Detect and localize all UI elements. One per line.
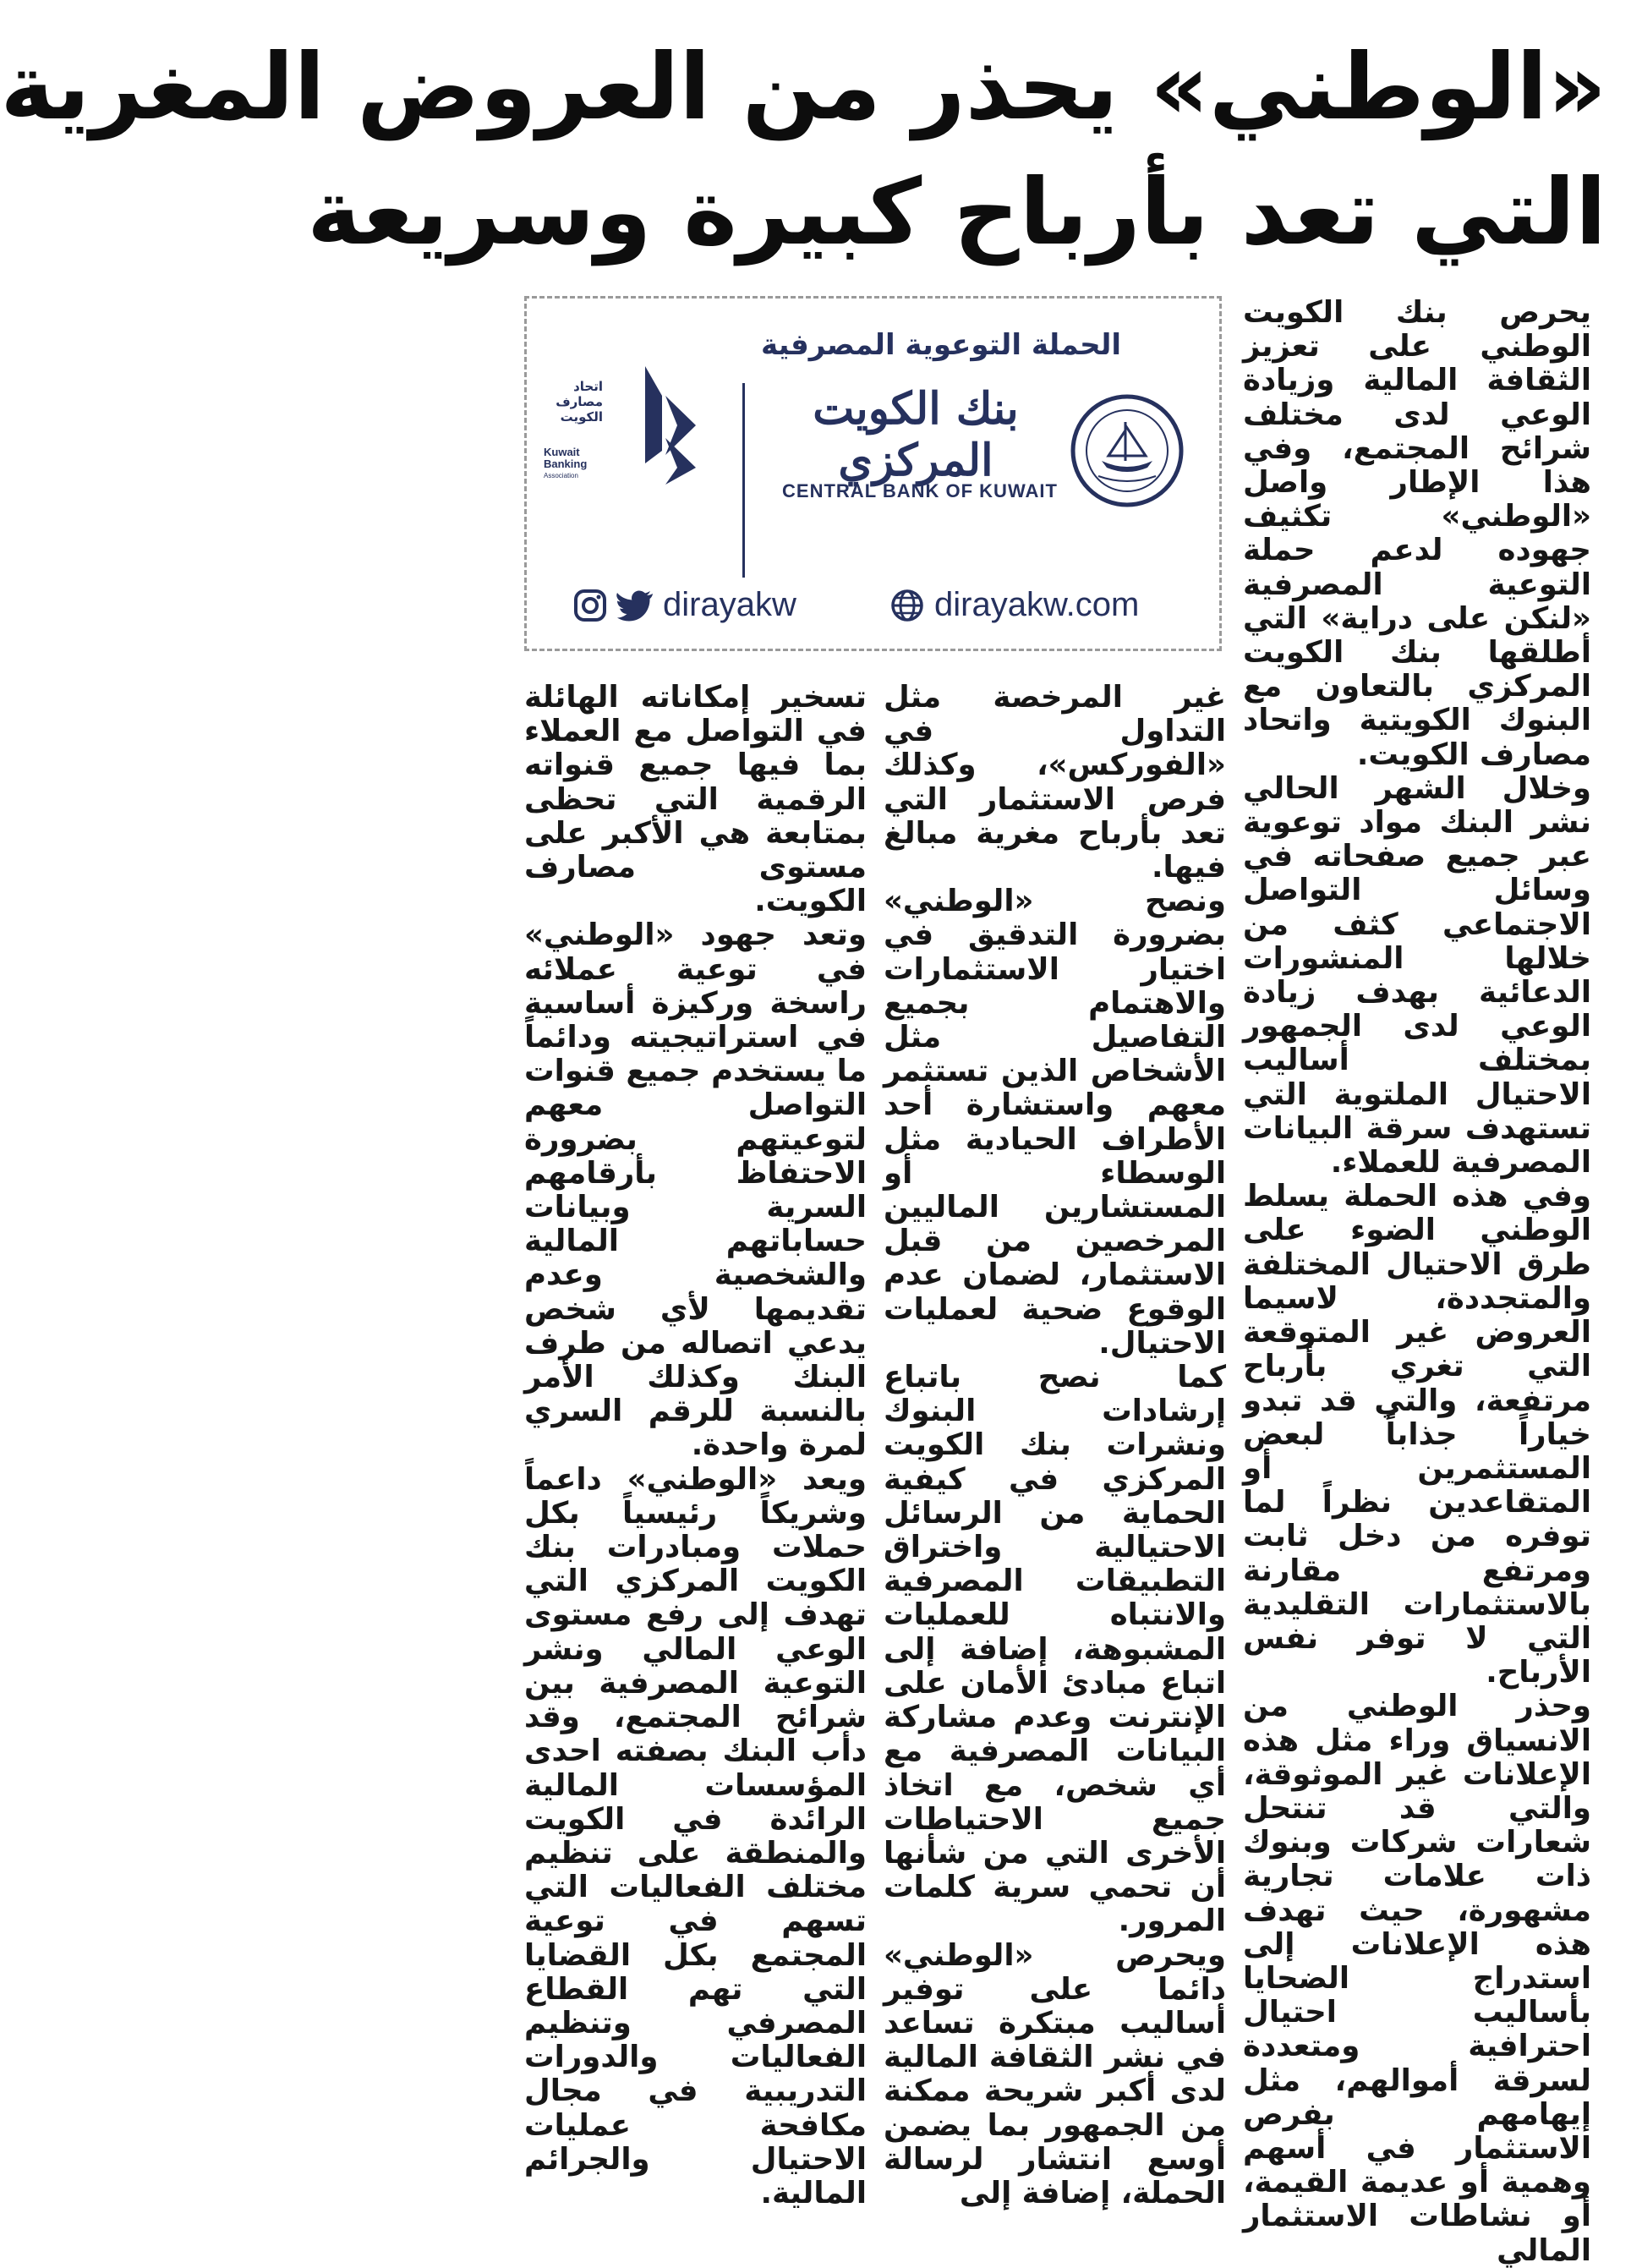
article-paragraph: وخلال الشهر الحالي نشر البنك مواد توعوية عبر جميع صفحاته في وسائل التواصل الاجتماعي كثف من خلالها المنشورات الدعائية بهدف زيادة الوعي لدى الجمهور بمختلف أساليب الاحتيال الملتوية التي تستهدف سرقة البيانات المصرفية للعملاء. [1243, 770, 1591, 1181]
article-paragraph: وتعد جهود «الوطني» في توعية عملائه راسخة وركيزة أساسية في استراتيجيته ودائماً ما يستخدم جميع قنوات التواصل معهم لتوعيتهم بضرورة الاحتفاظ بأرقامهم السرية وبيانات حساباتهم المالية والشخصية وعدم تقديمها لأي شخص يدعي اتصاله من طرف البنك وكذلك الأمر بالنسبة للرقم السري لمرة واحدة. [524, 918, 867, 1463]
globe-icon [890, 589, 924, 622]
cbk-emblem-icon [1068, 392, 1186, 510]
article-column-2 [884, 680, 1226, 2210]
article-paragraph: وفي هذه الحملة يسلط الوطني الضوء على طرق الاحتيال المختلفة والمتجددة، لاسيما العروض غير المتوقعة التي تغري بأرباح مرتفعة، والتي قد تبدو خياراً جذاباً لبعض المستثمرين أو المتقاعدين نظراً لما توفره من دخل ثابت ومرتفع مقارنة بالاستثمارات التقليدية التي لا توفر نفس الأرباح. [1243, 1179, 1591, 1690]
headline [0, 25, 1606, 276]
kba-name-arabic: اتحاد مصارف الكويت [556, 379, 603, 425]
cbk-name-english: CENTRAL BANK OF KUWAIT [782, 480, 1058, 501]
instagram-icon [573, 589, 607, 622]
twitter-icon [617, 589, 654, 622]
article-paragraph: غير المرخصة مثل التداول في «الفوركس»، وكذلك فرص الاستثمار التي تعد بأرباح مغرية مبالغ فيها. [884, 680, 1226, 885]
article-paragraph: يحرص بنك الكويت الوطني على تعزيز الثقافة المالية وزيادة الوعي لدى مختلف شرائح المجتمع، وفي هذا الإطار واصل «الوطني» تكثيف جهوده لدعم حملة التوعية المصرفية «لنكن على دراية» التي أطلقها بنك الكويت المركزي بالتعاون مع البنوك الكويتية واتحاد مصارف الكويت. [1243, 295, 1591, 772]
social-handle [573, 586, 796, 624]
website-text: dirayakw.com [934, 586, 1140, 623]
article-paragraph: كما نصح باتباع إرشادات البنوك ونشرات بنك الكويت المركزي في كيفية الحماية من الرسائل الاحتيالية واختراق التطبيقات المصرفية والانتباه للعمليات المشبوهة، إضافة إلى اتباع مبادئ الأمان على الإنترنت وعدم مشاركة البيانات المصرفية مع أي شخص، مع اتخاذ جميع الاحتياطات الأخرى التي من شأنها أن تحمي سرية كلمات المرور. [884, 1360, 1226, 1939]
social-handle-text: dirayakw [663, 586, 796, 623]
kba-name-english: Kuwait Banking Association [544, 446, 588, 479]
article-paragraph: ونصح «الوطني» بضرورة التدقيق في اختيار الاستثمارات والاهتمام بجميع التفاصيل مثل الأشخاص الذين تستثمر معهم واستشارة أحد الأطراف الحيادية مثل الوسطاء أو المستشارين الماليين المرخصين من قبل الاستثمار، لضمان عدم الوقوع ضحية لعمليات الاحتيال. [884, 884, 1226, 1361]
campaign-ad [524, 296, 1222, 651]
headline-line-1: «الوطني» يحذر من العروض المغرية [0, 35, 1606, 140]
article-paragraph: تسخير إمكاناته الهائلة في التواصل مع العملاء بما فيها جميع قنواته الرقمية التي تحظى بمتابعة هي الأكبر على مستوى مصارف الكويت. [524, 680, 867, 919]
article-column-3 [524, 680, 867, 2210]
article-paragraph: وحذر الوطني من الانسياق وراء مثل هذه الإعلانات غير الموثوقة، والتي قد تنتحل شعارات شركات وبنوك ذات علامات تجارية مشهورة، حيث تهدف هذه الإعلانات إلى استدراج الضحايا بأساليب احتيال احترافية ومتعددة لسرقة أموالهم، مثل إيهامهم بفرص الاستثمار في أسهم وهمية أو عديمة القيمة، أو نشاطات الاستثمار المالي [1243, 1689, 1591, 2268]
article-paragraph: ويحرص «الوطني» دائما على توفير أساليب مبتكرة تساعد في نشر الثقافة المالية لدى أكبر شريحة ممكنة من الجمهور بما يضمن أوسع انتشار لرسالة الحملة، إضافة إلى [884, 1937, 1226, 2210]
article-column-1 [1243, 295, 1591, 2268]
headline-line-2: التي تعد بأرباح كبيرة وسريعة [307, 160, 1606, 266]
campaign-title: الحملة التوعوية المصرفية [760, 328, 1122, 362]
article-paragraph: ويعد «الوطني» داعماً وشريكاً رئيسياً بكل حملات ومبادرات بنك الكويت المركزي التي تهدف إلى رفع مستوى الوعي المالي ونشر التوعية المصرفية بين شرائح المجتمع، وقد دأب البنك بصفته احدى المؤسسات المالية الرائدة في الكويت والمنطقة على تنظيم مختلف الفعاليات التي تسهم في توعية المجتمع بكل القضايا التي تهم القطاع المصرفي وتنظيم الفعاليات والدورات التدريبية في مجال مكافحة عمليات الاحتيال والجرائم المالية. [524, 1461, 867, 2210]
kba-logo-icon [611, 362, 704, 489]
cbk-name-arabic: بنك الكويت المركزي [813, 383, 1019, 486]
website [890, 586, 1139, 624]
ad-divider [742, 383, 745, 578]
